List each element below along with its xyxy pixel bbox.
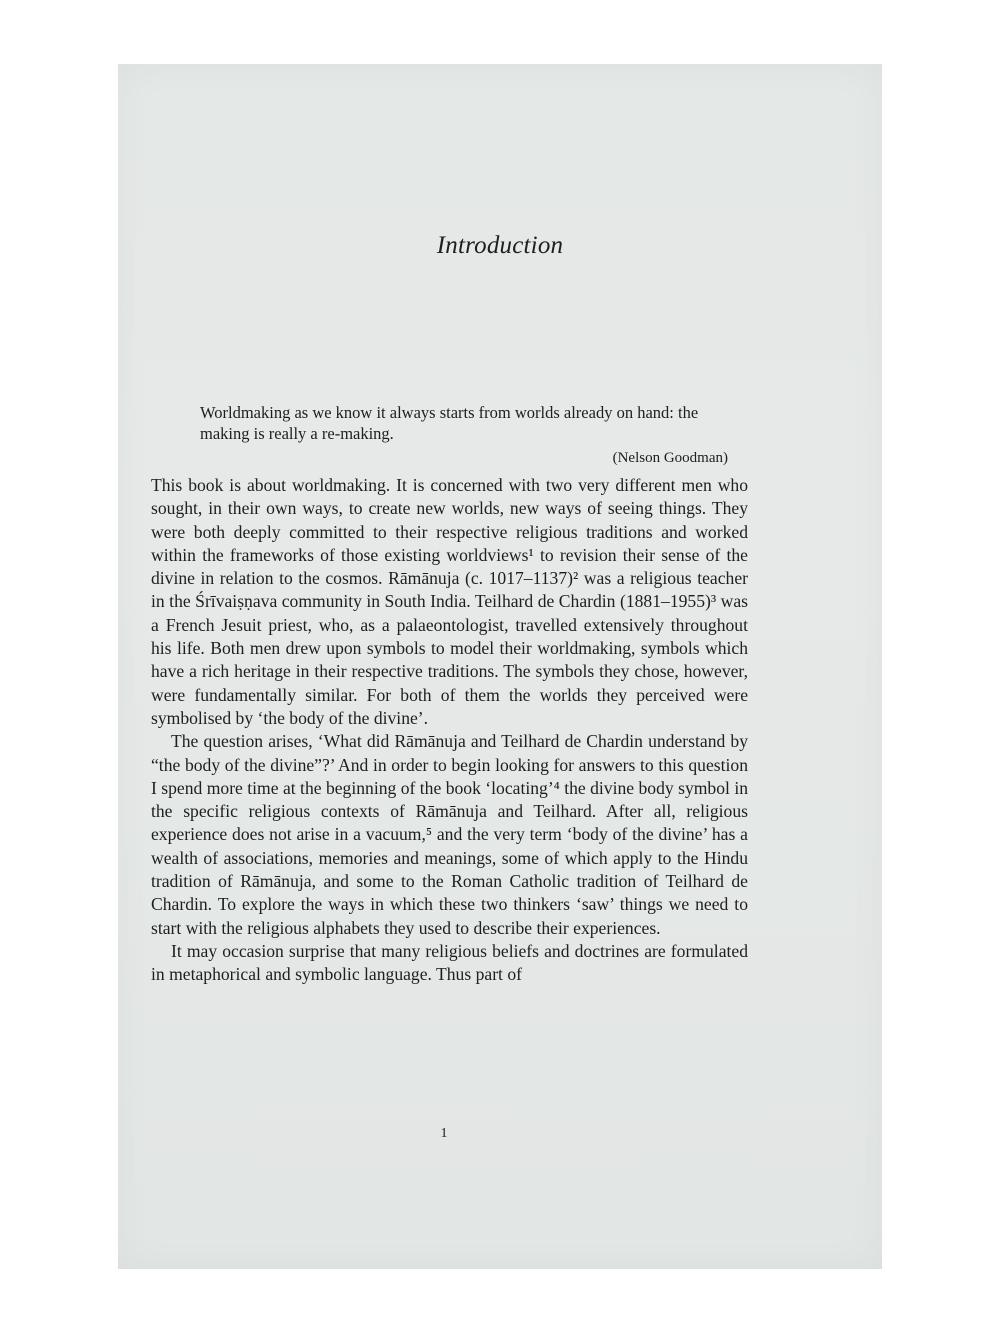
epigraph-quote: Worldmaking as we know it always starts from worlds already on hand: the making is really a re-making.	[200, 403, 699, 443]
chapter-title: Introduction	[436, 232, 564, 259]
book-page	[118, 64, 882, 1269]
body-text	[151, 474, 748, 987]
paragraph: It may occasion surprise that many religious beliefs and doctrines are formulated in metaphorical and symbolic language. Thus part of	[151, 940, 748, 985]
epigraph-source: (Nelson Goodman)	[612, 450, 728, 466]
page-number: 1	[440, 1126, 448, 1141]
paragraph: This book is about worldmaking. It is concerned with two very different men who sought, in their own ways, to create new worlds, new ways of seeing things. They were both deeply committed to their respective religious traditions and worked within the frameworks of those existing worldviews¹ to revision their sense of the divine in relation to the cosmos. Rāmānuja (c. 1017–1137)² was a religious teacher in the Śrīvaiṣṇava community in South India. Teilhard de Chardin (1881–1955)³ was a French Jesuit priest, who, as a palaeontologist, travelled extensively throughout his life. Both men drew upon symbols to model their worldmaking, symbols which have a rich heritage in their respective traditions. The symbols they chose, however, were fundamentally similar. For both of them the worlds they perceived were symbolised by ‘the body of the divine’.	[151, 475, 748, 728]
paragraph: The question arises, ‘What did Rāmānuja and Teilhard de Chardin understand by “the body of the divine”?’ And in order to begin looking for answers to this question I spend more time at the beginning of the book ‘locating’⁴ the divine body symbol in the specific religious contexts of Rāmānuja and Teilhard. After all, religious experience does not arise in a vacuum,⁵ and the very term ‘body of the divine’ has a wealth of associations, memories and meanings, some of which apply to the Hindu tradition of Rāmānuja, and some to the Roman Catholic tradition of Teilhard de Chardin. To explore the ways in which these two thinkers ‘saw’ things we need to start with the religious alphabets they used to describe their experiences.	[151, 731, 748, 938]
